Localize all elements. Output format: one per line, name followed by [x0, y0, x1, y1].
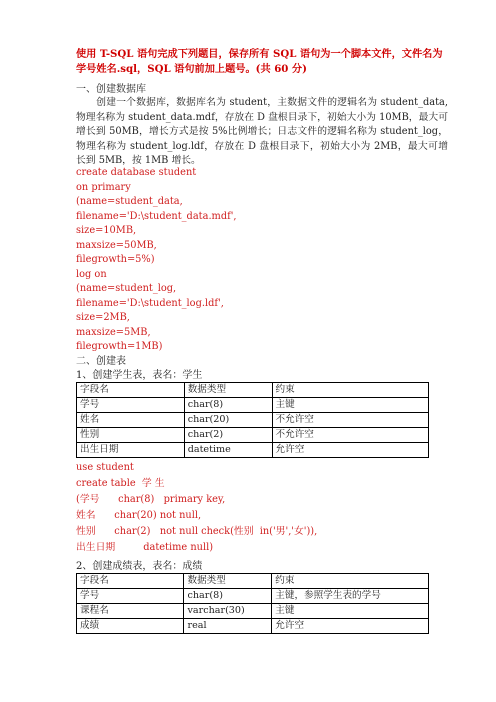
table-cell: 主键: [272, 604, 429, 619]
code-line: size=10MB,: [76, 225, 137, 236]
code-line: filename='D:\student_log.ldf',: [76, 297, 224, 309]
code-line: maxsize=50MB,: [76, 239, 157, 251]
table-cell: 性别: [77, 428, 185, 443]
table-cell: 不允许空: [272, 428, 428, 443]
table-row: [77, 428, 429, 443]
code-line: on primary: [76, 181, 131, 193]
table-cell: 学号: [77, 589, 184, 604]
table-cell: 不允许空: [272, 413, 428, 428]
section-heading-create-tables: 二、创建表: [76, 356, 126, 367]
score-table-spec: [76, 573, 429, 634]
table-header-cell: 数据类型: [184, 383, 272, 398]
code-line: create database student: [76, 167, 197, 178]
code-line: filename='D:\student_data.mdf',: [76, 210, 237, 222]
student-table-spec: [76, 382, 429, 458]
student-table-caption: 1、创建学生表，表名：学生: [76, 370, 203, 381]
table-cell: 允许空: [272, 443, 428, 458]
table-cell: datetime: [184, 443, 272, 458]
table-cell: 主键: [272, 398, 428, 413]
code-line: (学号 char(8) primary key,: [76, 494, 226, 505]
table-header-cell: 数据类型: [184, 574, 272, 589]
code-line: size=2MB,: [76, 312, 130, 323]
code-line: maxsize=5MB,: [76, 326, 151, 338]
code-line: (name=student_data,: [76, 196, 183, 207]
table-header-cell: 约束: [272, 574, 429, 589]
database-requirements-paragraph: [76, 96, 448, 169]
table-row: [77, 398, 429, 413]
table-cell: char(8): [184, 589, 272, 604]
code-line: (name=student_log,: [76, 283, 177, 294]
table-cell: 成绩: [77, 619, 184, 634]
table-row: [77, 619, 429, 634]
table-cell: 允许空: [272, 619, 429, 634]
table-cell: char(2): [184, 428, 272, 443]
database-requirements-text: 创建一个数据库，数据库名为 student，主数据文件的逻辑名为 student_data,物理名称为 student_data.mdf，存放在 D 盘根目录下，初始大小为 10MB，最大可增长到 50MB，增长方式是按 5%比例增长；日志文件的逻辑名称为 student_log，物理名称为 student_log.ldf，存放在 D 盘根目录下，初始大小为 2MB，最大可增长到 5MB，按 1MB 增长。: [76, 97, 448, 166]
table-row: [77, 413, 429, 428]
code-line: 性别 char(2) not null check(性别 in('男','女')),: [76, 526, 318, 537]
exam-instruction: 使用 T-SQL 语句完成下列题目，保存所有 SQL 语句为一个脚本文件，文件名为学号姓名.sql，SQL 语句前加上题号。(共 60 分): [76, 48, 443, 75]
code-line: log on: [76, 268, 107, 280]
create-student-table-code: [76, 460, 317, 556]
code-line: use student: [76, 462, 134, 473]
table-cell: 出生日期: [77, 443, 185, 458]
table-header-cell: 字段名: [77, 574, 184, 589]
table-cell: real: [184, 619, 272, 634]
table-row: [77, 604, 429, 619]
table-cell: varchar(30): [184, 604, 272, 619]
table-cell: 姓名: [77, 413, 185, 428]
table-cell: 课程名: [77, 604, 184, 619]
score-table-caption: 2、创建成绩表，表名：成绩: [76, 561, 203, 572]
table-cell: char(8): [184, 398, 272, 413]
code-line: create table 学 生: [76, 478, 165, 489]
code-line: filegrowth=5%): [76, 254, 155, 265]
table-header-cell: 字段名: [77, 383, 185, 398]
code-line: 姓名 char(20) not null,: [76, 510, 202, 521]
table-cell: 学号: [77, 398, 185, 413]
code-line: 出生日期 datetime null): [76, 542, 214, 553]
code-line: filegrowth=1MB): [76, 341, 163, 352]
table-cell: 主键，参照学生表的学号: [272, 589, 429, 604]
create-database-code: [76, 166, 237, 355]
table-header-cell: 约束: [272, 383, 428, 398]
table-header-row: [77, 574, 429, 589]
table-row: [77, 443, 429, 458]
table-row: [77, 589, 429, 604]
table-cell: char(20): [184, 413, 272, 428]
section-heading-create-database: 一、创建数据库: [76, 84, 146, 95]
table-header-row: [77, 383, 429, 398]
